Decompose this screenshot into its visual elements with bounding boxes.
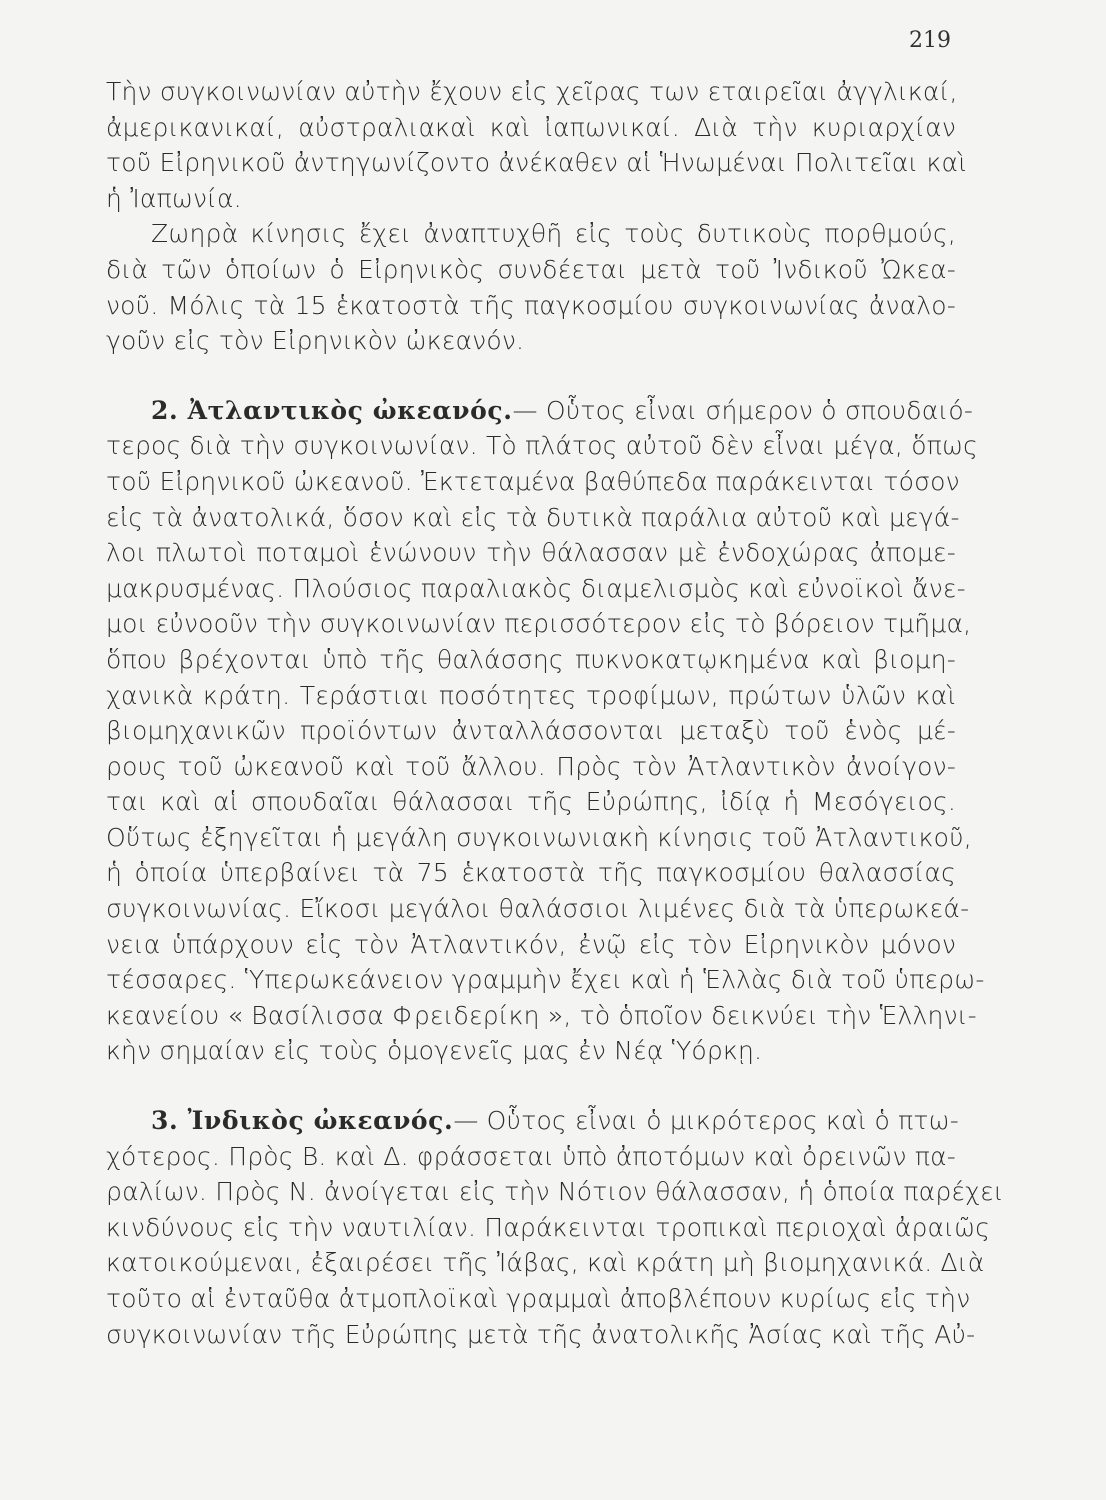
text-line: Οὕτως ἐξηγεῖται ἡ μεγάλη συγκοινωνιακὴ κίνησις τοῦ Ἀτλαντικοῦ, xyxy=(106,822,972,852)
text-line: τοῦ Εἰρηνικοῦ ἀντηγωνίζοντο ἀνέκαθεν αἱ Ἡνωμέναι Πολιτεῖαι καὶ xyxy=(106,148,967,178)
text-line: ἡ Ἰαπωνία. xyxy=(106,183,242,213)
text-line: ται καὶ αἱ σπουδαῖαι θάλασσαι τῆς Εὐρώπης, ἰδίᾳ ἡ Μεσόγειος. xyxy=(106,787,956,817)
text-line: λοι πλωτοὶ ποταμοὶ ἑνώνουν τὴν θάλασσαν μὲ ἐνδοχώρας ἀπομε- xyxy=(106,538,956,568)
text-line: εἰς τὰ ἀνατολικά, ὅσον καὶ εἰς τὰ δυτικὰ παράλια αὐτοῦ καὶ μεγά- xyxy=(106,502,960,532)
text-line: ὅπου βρέχονται ὑπὸ τῆς θαλάσσης πυκνοκατῳκημένα καὶ βιομη- xyxy=(106,644,956,674)
paragraph-pacific-traffic xyxy=(106,74,967,216)
section-heading: 3. Ἰνδικὸς ὠκεανός. xyxy=(151,1106,454,1136)
text-line: τέσσαρες. Ὑπερωκεάνειον γραμμὴν ἔχει καὶ ἡ Ἑλλὰς διὰ τοῦ ὑπερω- xyxy=(106,965,985,995)
section-first-line xyxy=(106,393,974,429)
page-number: 219 xyxy=(909,28,951,53)
section-first-line xyxy=(106,1103,960,1139)
section-atlantic-ocean xyxy=(106,393,985,1069)
text-line: νοῦ. Μόλις τὰ 15 ἑκατοστὰ τῆς παγκοσμίου συγκοινωνίας ἀναλο- xyxy=(106,290,956,320)
text-line: διὰ τῶν ὁποίων ὁ Εἰρηνικὸς συνδέεται μετὰ τοῦ Ἰνδικοῦ Ὠκεα- xyxy=(106,254,956,284)
section-heading: 2. Ἀτλαντικὸς ὠκεανός. xyxy=(151,395,513,425)
text-line: ἡ ὁποία ὑπερβαίνει τὰ 75 ἑκατοστὰ τῆς παγκοσμίου θαλασσίας xyxy=(106,858,956,888)
text-line: τοῦ Εἰρηνικοῦ ὠκεανοῦ. Ἐκτεταμένα βαθύπεδα παράκεινται τόσον xyxy=(106,466,960,496)
text-line: Ζωηρὰ κίνησις ἔχει ἀναπτυχθῆ εἰς τοὺς δυτικοὺς πορθμούς, xyxy=(151,219,956,249)
text-line: τοῦτο αἱ ἐνταῦθα ἀτμοπλοϊκαὶ γραμμαὶ ἀποβλέπουν κυρίως εἰς τὴν xyxy=(106,1284,971,1313)
text-line: χανικὰ κράτη. Τεράστιαι ποσότητες τροφίμων, πρώτων ὑλῶν καὶ xyxy=(106,680,956,710)
body-text xyxy=(106,74,1004,1352)
text-line: συγκοινωνίαν τῆς Εὐρώπης μετὰ τῆς ἀνατολικῆς Ἀσίας καὶ τῆς Αὐ- xyxy=(106,1319,976,1349)
text-line: ραλίων. Πρὸς Ν. ἀνοίγεται εἰς τὴν Νότιον θάλασσαν, ἡ ὁποία παρέχει xyxy=(106,1177,1004,1207)
paragraph-western-straits xyxy=(106,216,956,358)
text-line: γοῦν εἰς τὸν Εἰρηνικὸν ὠκεανόν. xyxy=(106,326,525,356)
text-line: μακρυσμένας. Πλούσιος παραλιακὸς διαμελισμὸς καὶ εὐνοϊκοὶ ἄνε- xyxy=(106,573,966,603)
text-line: κινδύνους εἰς τὴν ναυτιλίαν. Παράκεινται τροπικαὶ περιοχαὶ ἀραιῶς xyxy=(106,1212,991,1242)
text-line: συγκοινωνίας. Εἴκοσι μεγάλοι θαλάσσιοι λιμένες διὰ τὰ ὑπερωκεά- xyxy=(106,894,970,924)
text-line: τερος διὰ τὴν συγκοινωνίαν. Τὸ πλάτος αὐτοῦ δὲν εἶναι μέγα, ὅπως xyxy=(106,431,978,461)
text-line: Τὴν συγκοινωνίαν αὐτὴν ἔχουν εἰς χεῖρας των εταιρεῖαι ἀγγλικαί, xyxy=(106,77,958,106)
text-line: νεια ὑπάρχουν εἰς τὸν Ἀτλαντικόν, ἐνῷ εἰς τὸν Εἰρηνικὸν μόνον xyxy=(106,929,956,959)
section-first-line-text: — Οὗτος εἶναι ὁ μικρότερος καὶ ὁ πτω- xyxy=(453,1106,960,1136)
text-line: ρους τοῦ ὠκεανοῦ καὶ τοῦ ἄλλου. Πρὸς τὸν Ἀτλαντικὸν ἀνοίγον- xyxy=(106,751,956,781)
section-indian-ocean xyxy=(106,1103,1004,1352)
section-first-line-text: — Οὗτος εἶναι σήμερον ὁ σπουδαιό- xyxy=(512,395,974,425)
text-line: κεανείου « Βασίλισσα Φρειδερίκη », τὸ ὁποῖον δεικνύει τὴν Ἑλληνι- xyxy=(106,1000,977,1030)
text-line: ἀμερικανικαί, αὐστραλιακαὶ καὶ ἰαπωνικαί. Διὰ τὴν κυριαρχίαν xyxy=(106,112,956,142)
text-line: χότερος. Πρὸς Β. καὶ Δ. φράσσεται ὑπὸ ἀποτόμων καὶ ὀρεινῶν πα- xyxy=(106,1141,956,1171)
text-line: κατοικούμεναι, ἐξαιρέσει τῆς Ἰάβας, καὶ κράτη μὴ βιομηχανικά. Διὰ xyxy=(106,1248,985,1278)
text-line: κὴν σημαίαν εἰς τοὺς ὁμογενεῖς μας ἐν Νέᾳ Ὑόρκῃ. xyxy=(106,1036,763,1066)
text-line: βιομηχανικῶν προϊόντων ἀνταλλάσσονται μεταξὺ τοῦ ἑνὸς μέ- xyxy=(106,716,956,746)
text-line: μοι εὐνοοῦν τὴν συγκοινωνίαν περισσότερον εἰς τὸ βόρειον τμῆμα, xyxy=(106,609,972,639)
